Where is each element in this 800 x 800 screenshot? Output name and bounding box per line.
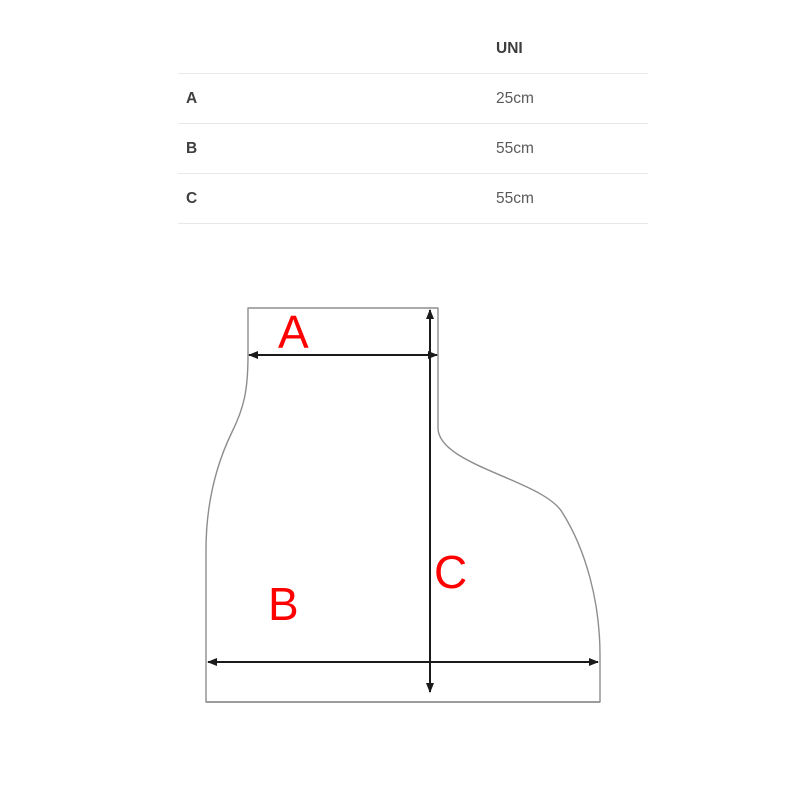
garment-body-path xyxy=(206,308,600,702)
size-chart-head xyxy=(178,24,648,74)
column-header-measurement xyxy=(178,24,496,74)
row-value-a: 25cm xyxy=(496,74,648,124)
table-row xyxy=(178,174,648,224)
table-row xyxy=(178,124,648,174)
size-chart-table xyxy=(178,24,648,224)
row-label-a: A xyxy=(178,74,496,124)
row-label-b: B xyxy=(178,124,496,174)
measure-a-label: A xyxy=(278,306,309,358)
row-value-b: 55cm xyxy=(496,124,648,174)
garment-shape xyxy=(206,308,600,702)
table-header-row xyxy=(178,24,648,74)
measure-c-label: C xyxy=(434,546,468,598)
measurement-diagram xyxy=(0,250,800,800)
measure-b-label: B xyxy=(268,578,299,630)
column-header-uni: UNI xyxy=(496,24,648,74)
size-chart xyxy=(178,24,648,224)
table-row xyxy=(178,74,648,124)
garment-outline-svg xyxy=(0,250,800,800)
row-value-c: 55cm xyxy=(496,174,648,224)
row-label-c: C xyxy=(178,174,496,224)
size-chart-body xyxy=(178,74,648,224)
